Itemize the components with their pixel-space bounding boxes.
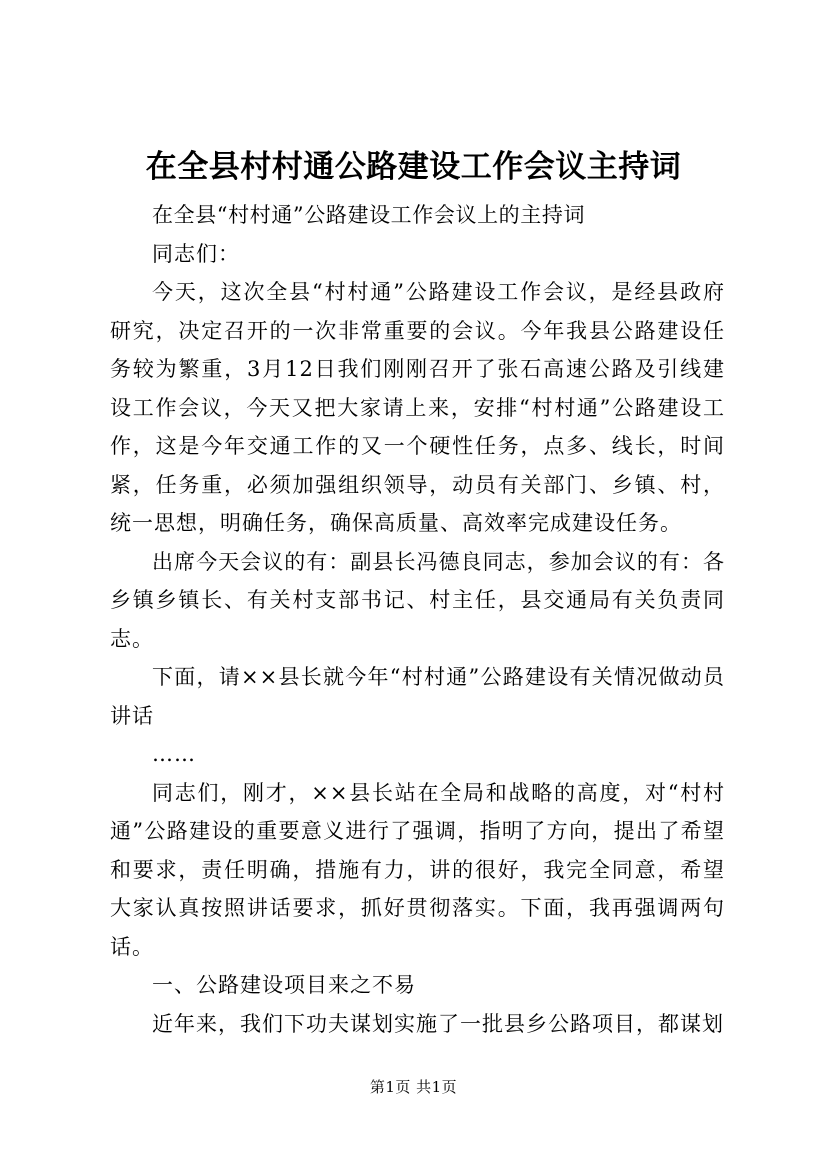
- document-body: [110, 196, 725, 1043]
- speech-invitation-paragraph: 下面，请××县长就今年“村村通”公路建设有关情况做动员讲话: [110, 665, 725, 728]
- attendees-paragraph: 出席今天会议的有：副县长冯德良同志，参加会议的有：各乡镇乡镇长、有关村支部书记、村主任，县交通局有关负责同志。: [110, 549, 725, 651]
- subtitle-paragraph: 在全县“村村通”公路建设工作会议上的主持词: [152, 203, 586, 227]
- summary-paragraph: 同志们，刚才，××县长站在全局和战略的高度，对“村村通”公路建设的重要意义进行了强调，指明了方向，提出了希望和要求，责任明确，措施有力，讲的很好，我完全同意，希望大家认真按照讲话要求，抓好贯彻落实。下面，我再强调两句话。: [110, 780, 725, 959]
- document-title: 在全县村村通公路建设工作会议主持词: [145, 149, 682, 185]
- ellipsis-paragraph: ……: [152, 742, 196, 766]
- section-paragraph: 近年来，我们下功夫谋划实施了一批县乡公路项目，都谋划: [152, 1011, 724, 1036]
- page-footer: 第1页 共1页: [369, 1078, 458, 1096]
- intro-paragraph: 今天，这次全县“村村通”公路建设工作会议，是经县政府研究，决定召开的一次非常重要的会议。今年我县公路建设任务较为繁重，3月12日我们刚刚召开了张石高速公路及引线建设工作会议，今天又把大家请上来，安排“村村通”公路建设工作，这是今年交通工作的又一个硬性任务，点多、线长，时间紧，任务重，必须加强组织领导，动员有关部门、乡镇、村，统一思想，明确任务，确保高质量、高效率完成建设任务。: [110, 280, 725, 535]
- salutation-paragraph: 同志们：: [152, 241, 240, 266]
- section-heading: 一、公路建设项目来之不易: [152, 973, 416, 997]
